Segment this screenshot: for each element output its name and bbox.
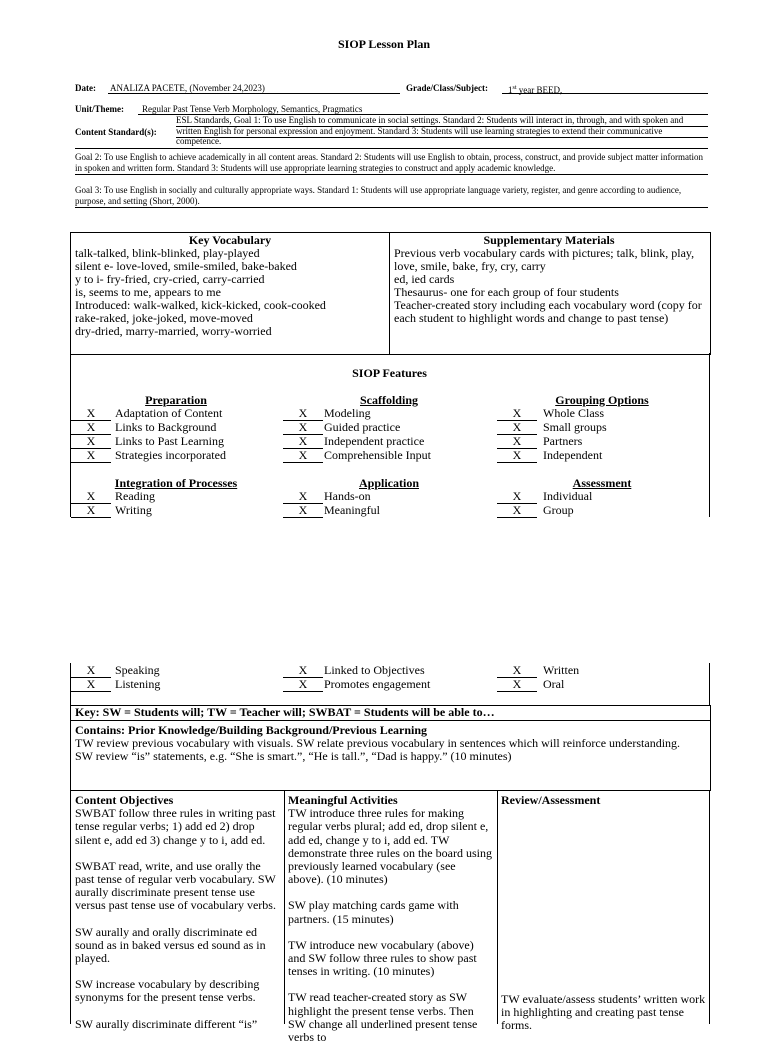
application-item: Meaningful: [324, 503, 380, 517]
features-right-border: [709, 353, 710, 517]
grade-underline: [502, 93, 708, 94]
features-right-border-2: [709, 663, 710, 705]
assessment-check[interactable]: X: [497, 664, 537, 678]
bottom-right-border: [709, 790, 710, 1024]
integration-check[interactable]: X: [71, 490, 111, 504]
integration-heading: Integration of Processes: [114, 476, 238, 490]
grouping-heading: Grouping Options: [555, 393, 649, 407]
scaffolding-check[interactable]: X: [283, 407, 323, 421]
integration-item: Speaking: [115, 663, 160, 677]
prior-line-1: TW review previous vocabulary with visuals. SW relate previous vocabulary in sentences which will reinforce understanding.: [75, 736, 681, 750]
vocab-line: Introduced: walk-walked, kick-kicked, cook-cooked: [75, 298, 326, 312]
vocab-divider: [389, 232, 390, 354]
application-check[interactable]: X: [283, 664, 323, 678]
grade-number: 1: [508, 85, 513, 95]
assessment-item: Group: [543, 503, 574, 517]
review-column: [501, 794, 706, 807]
objectives-column: [75, 794, 281, 1044]
assessment-item: Individual: [543, 489, 593, 503]
preparation-check[interactable]: X: [71, 435, 111, 449]
activities-heading: Meaningful Activities: [288, 793, 398, 807]
grouping-check[interactable]: X: [497, 407, 537, 421]
objectives-heading: Content Objectives: [75, 793, 174, 807]
application-item: Linked to Objectives: [324, 663, 425, 677]
assessment-check[interactable]: X: [497, 678, 537, 692]
vocab-line: talk-talked, blink-blinked, play-played: [75, 246, 260, 260]
bottom-col-divider-2: [497, 790, 498, 1024]
preparation-item: Strategies incorporated: [115, 448, 226, 462]
scaffolding-item: Modeling: [324, 406, 371, 420]
grade-rest: year BEED,: [516, 85, 563, 95]
integration-check[interactable]: X: [71, 678, 111, 692]
grouping-item: Independent: [543, 448, 603, 462]
preparation-item: Links to Past Learning: [115, 434, 224, 448]
date-label: Date:: [75, 83, 96, 93]
goal-2-underline: [75, 174, 708, 175]
preparation-item: Adaptation of Content: [115, 406, 223, 420]
integration-item: Listening: [115, 677, 161, 691]
prior-line-2: SW review “is” statements, e.g. “She is smart.”, “He is tall.”, “Dad is happy.” (10 minutes): [75, 749, 512, 763]
preparation-check[interactable]: X: [71, 421, 111, 435]
scaffolding-check[interactable]: X: [283, 421, 323, 435]
standards-underline-2: [176, 137, 708, 138]
scaffolding-item: Independent practice: [324, 434, 425, 448]
bottom-col-divider-1: [284, 790, 285, 1024]
unit-value: Regular Past Tense Verb Morphology, Semantics, Pragmatics: [142, 104, 363, 114]
scaffolding-heading: Scaffolding: [359, 393, 418, 407]
application-item: Promotes engagement: [324, 677, 431, 691]
scaffolding-item: Comprehensible Input: [324, 448, 431, 462]
standards-label: Content Standard(s):: [75, 127, 157, 137]
vocab-line: dry-dried, marry-married, worry-worried: [75, 324, 272, 338]
objective-paragraph: SW aurally discriminate different “is”: [75, 1016, 258, 1031]
integration-item: Reading: [115, 489, 155, 503]
grouping-check[interactable]: X: [497, 449, 537, 463]
materials-line: Thesaurus- one for each group of four students: [394, 285, 619, 299]
materials-line: Previous verb vocabulary cards with pictures; talk, blink, play,: [394, 246, 695, 260]
goal-2: Goal 2: To use English to achieve academically in all content areas. Standard 2: Students will use English to obtain, process, construct, and provide subject matter information in spoken and written form. Standard 3: Students will use appropriate learning strategies to construct and apply academic knowledge.: [75, 152, 704, 173]
goal-3-underline: [75, 207, 708, 208]
activity-paragraph: TW introduce three rules for making regular verbs plural; add ed, drop silent e, add ed, change y to i, add ed. TW demonstrate three rules on the board using previously learned vocabulary (see above). (10 minutes): [288, 806, 492, 887]
preparation-check[interactable]: X: [71, 407, 111, 421]
prior-heading: Contains: Prior Knowledge/Building Background/Previous Learning: [75, 723, 428, 737]
activity-paragraph: SW play matching cards game with partners. (15 minutes): [288, 898, 459, 926]
assessment-check[interactable]: X: [497, 490, 537, 504]
review-text: TW evaluate/assess students’ written work in highlighting and creating past tense forms.: [501, 992, 706, 1033]
vocab-line: is, seems to me, appears to me: [75, 285, 221, 299]
integration-item: Writing: [115, 503, 152, 517]
grouping-check[interactable]: X: [497, 421, 537, 435]
activities-column: [288, 794, 493, 1057]
objective-paragraph: SWBAT follow three rules in writing past tense regular verbs; 1) add ed 2) drop silent e, add ed 3) change y to i, add ed.: [75, 806, 276, 847]
standards-underline-3: [75, 148, 708, 149]
vocab-line: y to i- fry-fried, cry-cried, carry-carried: [75, 272, 265, 286]
assessment-check[interactable]: X: [497, 504, 537, 518]
vocab-line: silent e- love-loved, smile-smiled, bake-baked: [75, 259, 297, 273]
preparation-item: Links to Background: [115, 420, 217, 434]
preparation-heading: Preparation: [145, 393, 207, 407]
objective-paragraph: SW aurally and orally discriminate ed sound as in baked versus ed sound as in played.: [75, 924, 266, 966]
grouping-item: Small groups: [543, 420, 607, 434]
vocab-title: Key Vocabulary: [188, 233, 272, 247]
materials-line: ed, ied cards: [394, 272, 455, 286]
application-heading: Application: [358, 476, 419, 490]
scaffolding-item: Guided practice: [324, 420, 401, 434]
preparation-check[interactable]: X: [71, 449, 111, 463]
page-title: SIOP Lesson Plan: [337, 37, 431, 51]
standards-underline: [176, 126, 708, 127]
materials-line: Teacher-created story including each vocabulary word (copy for: [394, 298, 702, 312]
materials-list: [394, 247, 706, 325]
grouping-check[interactable]: X: [497, 435, 537, 449]
integration-check[interactable]: X: [71, 504, 111, 518]
date-value: ANALIZA PACETE, (November 24,2023): [110, 83, 265, 93]
objective-paragraph: SW increase vocabulary by describing synonyms for the present tense verbs.: [75, 977, 260, 1005]
activity-paragraph: TW introduce new vocabulary (above) and SW follow three rules to show past tenses in writing. (10 minutes): [288, 937, 477, 979]
grade-superscript: st: [512, 85, 517, 91]
materials-line: love, smile, bake, fry, cry, carry: [394, 259, 546, 273]
vocab-list: [75, 247, 387, 338]
scaffolding-check[interactable]: X: [283, 449, 323, 463]
features-title: SIOP Features: [352, 366, 427, 380]
scaffolding-check[interactable]: X: [283, 435, 323, 449]
date-underline: [108, 93, 400, 94]
activity-paragraph: TW read teacher-created story as SW highlight the present tense verbs. Then SW change all underlined present tense verbs to: [288, 990, 478, 1045]
review-heading: Review/Assessment: [501, 793, 601, 807]
application-check[interactable]: X: [283, 678, 323, 692]
assessment-heading: Assessment: [572, 476, 632, 490]
application-item: Hands-on: [324, 489, 371, 503]
objective-paragraph: SWBAT read, write, and use orally the past tense of regular verb vocabulary. SW aurally discriminate present tense use versus past tense use of vocabulary verbs.: [75, 858, 276, 913]
application-check[interactable]: X: [283, 504, 323, 518]
standards-value: ESL Standards, Goal 1: To use English to communicate in social settings. Standard 2: Students will interact in, through, and with spoken and written English for personal expression and enjoyment. Standard 3: Students will use learning strategies to extend their communicative competence.: [176, 115, 684, 146]
materials-line: each student to highlight words and change to past tense): [394, 311, 669, 325]
unit-label: Unit/Theme:: [75, 104, 124, 114]
grade-label: Grade/Class/Subject:: [406, 83, 488, 93]
bottom-left-border: [70, 790, 71, 1024]
assessment-item: Written: [543, 663, 580, 677]
integration-check[interactable]: X: [71, 664, 111, 678]
vocab-line: rake-raked, joke-joked, move-moved: [75, 311, 253, 325]
grouping-item: Whole Class: [543, 406, 604, 420]
goal-3: Goal 3: To use English in socially and culturally appropriate ways. Standard 1: Students will use appropriate language variety, register, and genre according to audience, purpose, and setting (Short, 2000).: [75, 185, 682, 206]
key-line: Key: SW = Students will; TW = Teacher will; SWBAT = Students will be able to…: [75, 705, 495, 719]
application-check[interactable]: X: [283, 490, 323, 504]
grouping-item: Partners: [543, 434, 583, 448]
materials-title: Supplementary Materials: [483, 233, 615, 247]
assessment-item: Oral: [543, 677, 565, 691]
